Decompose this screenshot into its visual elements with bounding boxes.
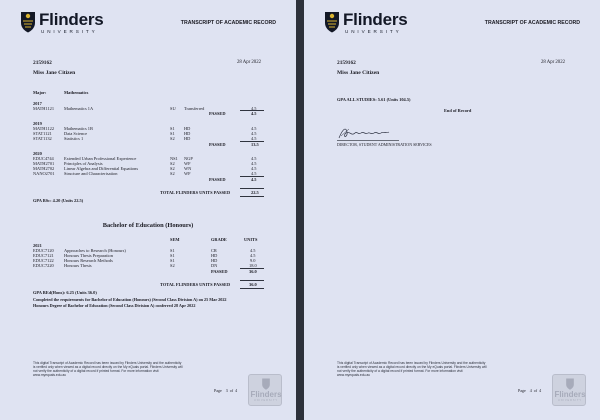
course-units: 9.0 bbox=[250, 258, 256, 263]
course-code: EDUC7122 bbox=[33, 258, 54, 263]
student-name: Miss Jane Citizen bbox=[33, 70, 76, 76]
course-title: Linear Algebra and Differential Equations bbox=[64, 166, 139, 171]
page-of: of bbox=[533, 388, 538, 393]
signature-icon bbox=[337, 126, 409, 140]
page-total: 4 bbox=[539, 388, 542, 393]
page-total: 4 bbox=[235, 388, 238, 393]
student-name: Miss Jane Citizen bbox=[337, 70, 380, 76]
course-title: Data Science bbox=[64, 131, 88, 136]
major-label: Major: bbox=[33, 90, 47, 95]
course-sem: S2 bbox=[170, 136, 175, 141]
gpa-bed: GPA BEd(Hons): 6.25 (Units 36.0) bbox=[33, 290, 97, 295]
conferral-statement: Honours Degree of Bachelor of Education (Second Class Division A) conferred 28 Apr 2022 bbox=[33, 303, 196, 308]
footer-disclaimer: This digital Transcript of Academic Record has been issued by Flinders University and the authenticity is verified only when viewed as a digital record directly on the My eQuals portal. Flinders University will not verify the authenticity of a digital record if printed format. For more information visit www.myequals.edu.au bbox=[33, 361, 183, 378]
course-units: 4.5 bbox=[250, 248, 256, 253]
total-rule bbox=[240, 196, 264, 197]
course-units: 4.5 bbox=[251, 136, 257, 141]
seal-crest-icon bbox=[261, 378, 271, 390]
watermark-seal bbox=[248, 374, 282, 406]
course-sem: S2 bbox=[170, 171, 175, 176]
course-grade: Transferred bbox=[184, 106, 205, 111]
course-title: Statistics 1 bbox=[64, 136, 84, 141]
subtotal-rule bbox=[240, 110, 264, 111]
course-code: MATH2702 bbox=[33, 166, 55, 171]
major-value: Mathematics bbox=[64, 90, 89, 95]
year-heading: 2017 bbox=[33, 101, 42, 106]
course-units: 4.5 bbox=[251, 161, 257, 166]
course-grade: HD bbox=[184, 126, 191, 131]
course-title: Mathematics 1B bbox=[64, 126, 93, 131]
seal-subtitle: UNIVERSITY bbox=[557, 399, 582, 402]
total-rule bbox=[240, 280, 264, 281]
course-units: 4.5 bbox=[251, 106, 257, 111]
course-code: EDUC4744 bbox=[33, 156, 54, 161]
course-code: MATH2701 bbox=[33, 161, 55, 166]
gpa-all-studies: GPA ALL STUDIES: 5.61 (Units 104.5) bbox=[337, 97, 411, 102]
course-units: 4.5 bbox=[251, 126, 257, 131]
course-sem: NS1 bbox=[170, 156, 178, 161]
course-units: 4.5 bbox=[250, 253, 256, 258]
page-current: 3 bbox=[225, 388, 228, 393]
signatory-title: DIRECTOR, STUDENT ADMINISTRATION SERVICES bbox=[337, 142, 432, 147]
seal-wordmark: Flinders bbox=[554, 390, 586, 399]
watermark-seal bbox=[552, 374, 586, 406]
passed-units: 13.5 bbox=[251, 142, 259, 147]
page-gutter bbox=[296, 0, 304, 420]
course-sem: S1 bbox=[170, 126, 175, 131]
course-title: Structure and Characterisation bbox=[64, 171, 118, 176]
course-units: 4.5 bbox=[251, 131, 257, 136]
page-number bbox=[518, 388, 541, 393]
passed-units: 36.0 bbox=[249, 269, 257, 274]
course-code: EDUC7120 bbox=[33, 248, 54, 253]
completion-statement: Completed the requirements for Bachelor of Education (Honours) (Second Class Division A) on 25 Mar 2022 bbox=[33, 297, 227, 302]
passed-label: PASSED bbox=[211, 269, 228, 274]
course-grade: HD bbox=[211, 253, 218, 258]
course-grade: DN bbox=[211, 263, 218, 268]
transcript-page-3 bbox=[0, 0, 296, 420]
course-code: STAT1132 bbox=[33, 136, 52, 141]
page-label: Page bbox=[214, 388, 222, 393]
course-grade: NGP bbox=[184, 156, 193, 161]
honours-section-heading: Bachelor of Education (Honours) bbox=[102, 222, 194, 229]
course-code: STAT1121 bbox=[33, 131, 52, 136]
seal-crest-icon bbox=[565, 378, 575, 390]
course-units: 4.5 bbox=[251, 171, 257, 176]
course-sem: SU bbox=[170, 106, 176, 111]
logo-subtitle: UNIVERSITY bbox=[41, 29, 98, 34]
course-code: MATH1122 bbox=[33, 126, 55, 131]
course-sem: S1 bbox=[170, 131, 175, 136]
seal-subtitle: UNIVERSITY bbox=[253, 399, 278, 402]
crest-icon bbox=[324, 11, 340, 33]
signature-rule bbox=[337, 140, 399, 141]
logo-wordmark: Flinders bbox=[39, 10, 104, 29]
course-units: 4.5 bbox=[251, 166, 257, 171]
student-id: 2159162 bbox=[337, 60, 356, 66]
course-title: Extended Urban Professional Experience bbox=[64, 156, 137, 161]
course-sem: S1 bbox=[170, 253, 175, 258]
total-units-value: 36.0 bbox=[249, 282, 257, 287]
course-title: Honours Thesis bbox=[64, 263, 92, 268]
course-sem: S1 bbox=[170, 248, 175, 253]
footer-disclaimer: This digital Transcript of Academic Record has been issued by Flinders University and the authenticity is verified only when viewed as a digital record directly on the My eQuals portal. Flinders University will not verify the authenticity of a digital record if printed format. For more information visit www.myequals.edu.au bbox=[337, 361, 487, 378]
passed-label: PASSED bbox=[209, 142, 226, 147]
course-code: MATH1121 bbox=[33, 106, 55, 111]
course-grade: HD bbox=[211, 258, 218, 263]
column-header-units: UNITS bbox=[244, 237, 258, 242]
page-number bbox=[214, 388, 237, 393]
transcript-page-4 bbox=[304, 0, 600, 420]
student-id: 2159162 bbox=[33, 60, 52, 66]
course-sem: S2 bbox=[170, 166, 175, 171]
course-units: 18.0 bbox=[249, 263, 257, 268]
total-units-value: 22.5 bbox=[251, 190, 259, 195]
total-units-label: TOTAL FLINDERS UNITS PASSED bbox=[160, 282, 231, 287]
page-label: Page bbox=[518, 388, 526, 393]
course-sem: S2 bbox=[170, 161, 175, 166]
document-title: TRANSCRIPT OF ACADEMIC RECORD bbox=[484, 20, 580, 26]
course-grade: HD bbox=[184, 131, 191, 136]
course-sem: S2 bbox=[170, 263, 175, 268]
end-of-record: End of Record bbox=[444, 108, 472, 113]
course-code: NANO2701 bbox=[33, 171, 55, 176]
column-header-grade: GRADE bbox=[211, 237, 227, 242]
course-units: 4.5 bbox=[251, 156, 257, 161]
course-title: Approaches to Research (Honours) bbox=[64, 248, 126, 253]
logo-wordmark: Flinders bbox=[343, 10, 408, 29]
passed-units: 4.5 bbox=[251, 111, 257, 116]
total-units-label: TOTAL FLINDERS UNITS PASSED bbox=[160, 190, 231, 195]
year-heading: 2020 bbox=[33, 151, 42, 156]
seal-wordmark: Flinders bbox=[250, 390, 282, 399]
document-title: TRANSCRIPT OF ACADEMIC RECORD bbox=[180, 20, 276, 26]
year-heading: 2021 bbox=[33, 243, 42, 248]
course-grade: CR bbox=[211, 248, 217, 253]
gpa-bsc: GPA BSc: 4.20 (Units 22.5) bbox=[33, 198, 84, 203]
total-rule bbox=[240, 188, 264, 189]
course-grade: HD bbox=[184, 136, 191, 141]
year-heading: 2019 bbox=[33, 121, 42, 126]
total-rule bbox=[240, 288, 264, 289]
page-of: of bbox=[229, 388, 234, 393]
course-grade: WF bbox=[184, 161, 191, 166]
course-grade: WF bbox=[184, 171, 191, 176]
course-title: Mathematics 1A bbox=[64, 106, 94, 111]
course-code: EDUC7220 bbox=[33, 263, 54, 268]
issue-date: 28 Apr 2022 bbox=[237, 60, 261, 65]
course-sem: S1 bbox=[170, 258, 175, 263]
course-code: EDUC7121 bbox=[33, 253, 54, 258]
column-header-sem: SEM bbox=[170, 237, 180, 242]
course-title: Honours Research Methods bbox=[64, 258, 113, 263]
passed-label: PASSED bbox=[209, 111, 226, 116]
passed-units: 4.5 bbox=[251, 177, 257, 182]
page-current: 4 bbox=[529, 388, 532, 393]
course-title: Principles of Analysis bbox=[64, 161, 103, 166]
crest-icon bbox=[20, 11, 36, 33]
passed-label: PASSED bbox=[209, 177, 226, 182]
issue-date: 28 Apr 2022 bbox=[541, 60, 565, 65]
course-title: Honours Thesis Preparation bbox=[64, 253, 113, 258]
course-grade: WN bbox=[184, 166, 192, 171]
logo-subtitle: UNIVERSITY bbox=[345, 29, 402, 34]
